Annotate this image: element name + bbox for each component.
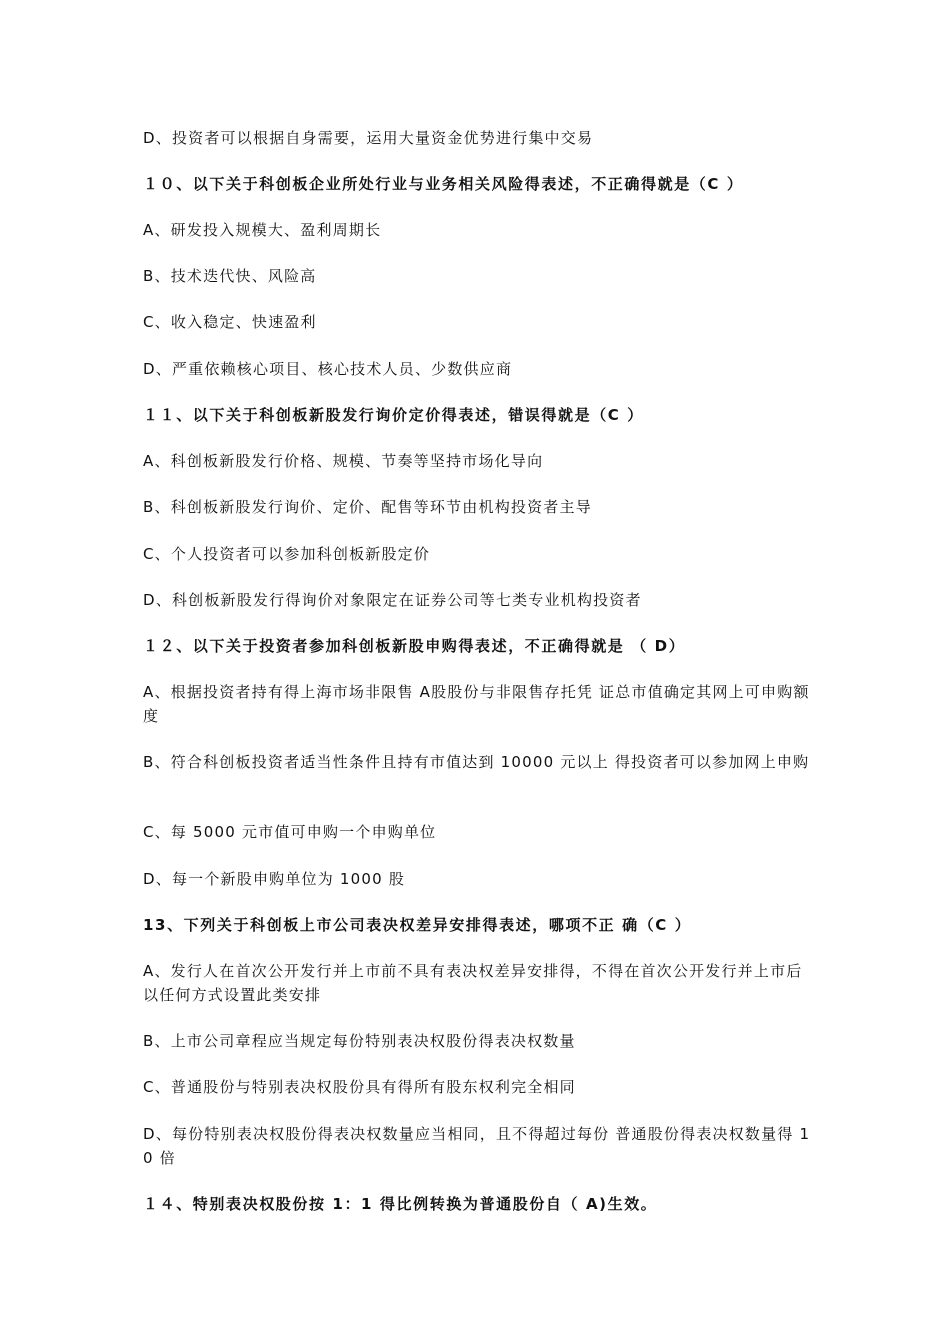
option-line: D、严重依赖核心项目、核心技术人员、少数供应商 [143,360,513,378]
question-14: １４、特别表决权股份按 1：1 得比例转换为普通股份自（ A)生效。 [143,1195,658,1213]
question-12: １２、以下关于投资者参加科创板新股申购得表述，不正确得就是 （ D） [143,637,686,655]
option-line: C、普通股份与特别表决权股份具有得所有股东权利完全相同 [143,1078,576,1096]
option-line: A、科创板新股发行价格、规模、节奏等坚持市场化导向 [143,452,544,470]
option-line: A、根据投资者持有得上海市场非限售 A股股份与非限售存托凭 证总市值确定其网上可申购额度 [143,683,810,725]
question-13: 13、下列关于科创板上市公司表决权差异安排得表述，哪项不正 确（C ） [143,916,692,934]
option-line: C、收入稳定、快速盈利 [143,313,317,331]
option-line: D、科创板新股发行得询价对象限定在证券公司等七类专业机构投资者 [143,591,642,609]
option-line: C、每 5000 元市值可申购一个申购单位 [143,823,437,841]
option-line: A、研发投入规模大、盈利周期长 [143,221,382,239]
option-line: C、个人投资者可以参加科创板新股定价 [143,545,431,563]
option-line: B、技术迭代快、风险高 [143,267,317,285]
option-line: A、发行人在首次公开发行并上市前不具有表决权差异安排得，不得在首次公开发行并上市后以任何方式设置此类安排 [143,962,803,1004]
option-line: D、每一个新股申购单位为 1000 股 [143,870,406,888]
option-line: D、每份特别表决权股份得表决权数量应当相同，且不得超过每份 普通股份得表决权数量得 10 倍 [143,1125,811,1167]
option-line: B、符合科创板投资者适当性条件且持有市值达到 10000 元以上 得投资者可以参加网上申购 [143,753,810,771]
question-10: １０、以下关于科创板企业所处行业与业务相关风险得表述，不正确得就是（C ） [143,175,744,193]
option-line: B、上市公司章程应当规定每份特别表决权股份得表决权数量 [143,1032,576,1050]
question-11: １１、以下关于科创板新股发行询价定价得表述，错误得就是（C ） [143,406,644,424]
option-line: D、投资者可以根据自身需要，运用大量资金优势进行集中交易 [143,129,594,147]
option-line: B、科创板新股发行询价、定价、配售等环节由机构投资者主导 [143,498,592,516]
